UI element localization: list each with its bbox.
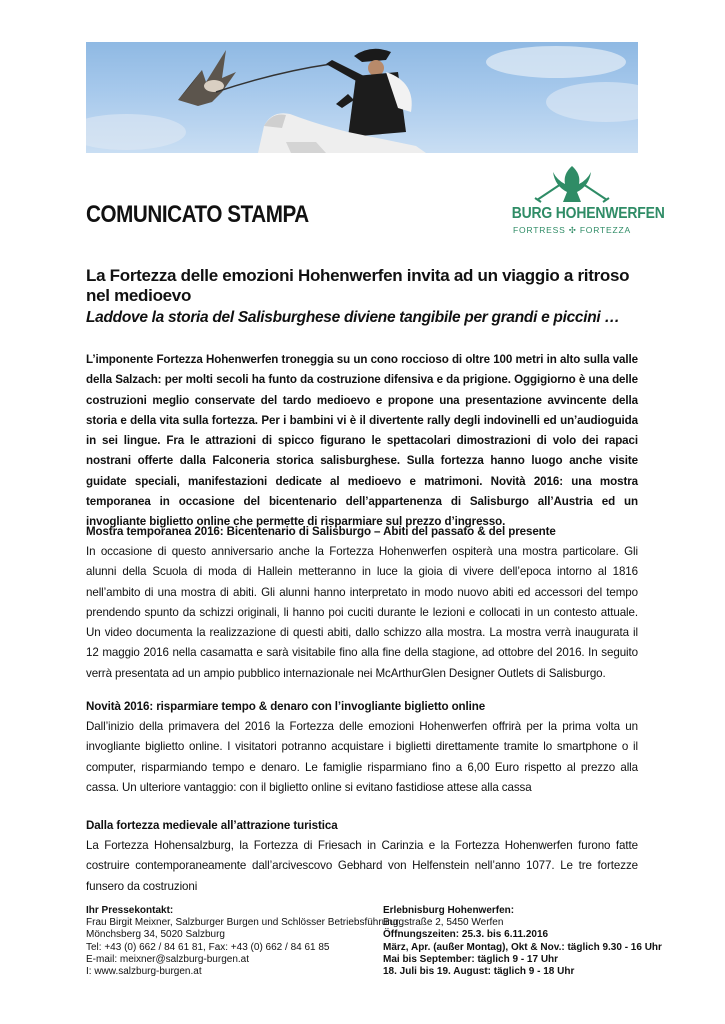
press-title: La Fortezza delle emozioni Hohenwerfen invita ad un viaggio a ritroso nel medioevo <box>86 266 630 305</box>
griffin-icon <box>505 160 639 206</box>
contact-address: Mönchsberg 34, 5020 Salzburg <box>86 929 225 941</box>
intro-paragraph: L’imponente Fortezza Hohenwerfen troneggia su un cono roccioso di oltre 100 metri in alto sulla valle della Salzach: per molti secoli ha funto da costruzione difensiva e da prigione. Oggigiorno è una delle costruzioni meglio conservate del tardo medioevo e propone una presentazione avvincente della storia e della vita sulla fortezza. Per i bambini vi è il divertente rally degli indovinelli ed un’audioguida in sei lingue. Fra le attrazioni di spicco figurano le spettacolari dimostrazioni di volo dei rapaci nostrani offerte dalla Falconeria storica salisburghese. Sulla fortezza hanno luogo anche visite guidate speciali, manifestazioni dedicate al medioevo e matrimoni. Novità 2016: una mostra temporanea in occasione del bicentenario dell’appartenenza di Salisburgo all’Austria ed un invogliante biglietto online che permette di risparmiare sul prezzo d’ingresso. <box>86 353 638 529</box>
burg-hohenwerfen-logo <box>505 160 665 240</box>
section-title-history: Dalla fortezza medievale all’attrazione turistica <box>86 819 338 832</box>
section-body-exhibition: In occasione di questo anniversario anche la Fortezza Hohenwerfen ospiterà una mostra particolare. Gli alunni della Scuola di moda di Hallein metteranno in luce la gioia di vivere dell’epoca intorno al 1816 nell’ambito di una mostra di abiti. Gli alunni hanno interpretato in modo nuovo abiti ed accessori del tempo prendendo spunto da schizzi originali, li hanno poi cuciti durante le lezioni e collocati in un contesto attuale. Un video documenta la realizzazione di questi abiti, dallo schizzo alla mostra. La mostra verrà inaugurata il 12 maggio 2016 nella casamatta e sarà visitabile fino alla fine della stagione, ad ottobre del 2016. In seguito verrà presentata ad un ampio pubblico internazionale nei McArthurGlen Designer Outlets di Salisburgo. <box>86 545 638 680</box>
opening-season: Öffnungszeiten: 25.3. bis 6.11.2016 <box>383 929 549 941</box>
opening-hours-block <box>383 905 662 978</box>
hours-spring-autumn: März, Apr. (außer Montag), Okt & Nov.: täglich 9.30 - 16 Uhr <box>383 941 662 953</box>
section-title-online-ticket: Novità 2016: risparmiare tempo & denaro con l’invogliante biglietto online <box>86 700 486 713</box>
logo-brand-text: BURG HOHENWERFEN <box>511 205 665 222</box>
header-photo <box>86 42 638 153</box>
section-body-online-ticket: Dall’inizio della primavera del 2016 la Fortezza delle emozioni Hohenwerfen offrirà per la prima volta un invogliante biglietto online. I visitatori potranno acquistare i biglietti direttamente tramite lo smartphone o il computer, risparmiando tempo e denaro. Le famiglie risparmiano fino a 6,00 Euro rispetto al prezzo alla cassa. Un ulteriore vantaggio: con il biglietto online si evitano fastidiose attese alla cassa <box>86 720 638 794</box>
venue-label: Erlebnisburg Hohenwerfen: <box>383 905 515 916</box>
press-contact-label: Ihr Pressekontakt: <box>86 905 174 916</box>
section-body-history: La Fortezza Hohensalzburg, la Fortezza di Friesach in Carinzia e la Fortezza Hohenwerfen furono fatte costruire contemporaneamente dall’arcivescovo Gebhard von Helfenstein nell’anno 1077. Le tre fortezze funsero da costruzioni <box>86 839 638 893</box>
press-contact-block <box>86 905 398 978</box>
logo-subtitle: FORTRESS ✣ FORTEZZA <box>513 225 631 235</box>
contact-name: Frau Birgit Meixner, Salzburger Burgen und Schlösser Betriebsführung <box>86 917 399 929</box>
hours-peak: 18. Juli bis 19. August: täglich 9 - 18 Uhr <box>383 966 575 978</box>
contact-website: I: www.salzburg-burgen.at <box>86 966 202 978</box>
contact-phone: Tel: +43 (0) 662 / 84 61 81, Fax: +43 (0) 662 / 84 61 85 <box>86 941 330 953</box>
section-title-exhibition: Mostra temporanea 2016: Bicentenario di Salisburgo – Abiti del passato & del presente <box>86 525 556 538</box>
venue-address: Burgstraße 2, 5450 Werfen <box>383 917 504 929</box>
contact-email: E-mail: meixner@salzburg-burgen.at <box>86 953 249 965</box>
press-subtitle: Laddove la storia del Salisburghese diviene tangibile per grandi e piccini … <box>86 309 620 326</box>
page-heading: COMUNICATO STAMPA <box>86 201 309 228</box>
hours-summer: Mai bis September: täglich 9 - 17 Uhr <box>383 953 559 965</box>
falcon-figure <box>178 50 236 106</box>
falconer-figure <box>326 49 412 137</box>
